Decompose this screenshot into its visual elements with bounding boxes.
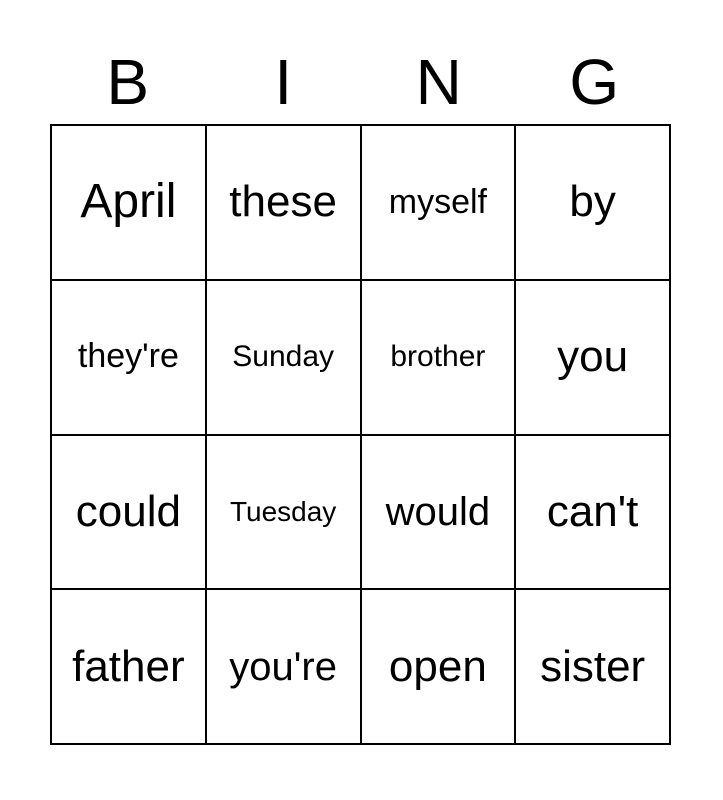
bingo-header-row — [50, 40, 672, 124]
bingo-cell[interactable] — [516, 281, 671, 436]
bingo-cell-text: you're — [229, 644, 337, 689]
bingo-cell[interactable] — [52, 126, 207, 281]
bingo-cell[interactable] — [516, 590, 671, 745]
bingo-cell[interactable] — [362, 126, 517, 281]
bingo-cell-text: you — [557, 332, 629, 382]
bingo-cell-text: by — [569, 177, 616, 227]
bingo-cell-text: they're — [77, 337, 179, 376]
bingo-header-letter-g: G — [569, 46, 620, 118]
bingo-cell-text: these — [229, 177, 337, 227]
bingo-cell[interactable] — [52, 590, 207, 745]
bingo-cell[interactable] — [207, 126, 362, 281]
bingo-cell-text: can't — [546, 486, 639, 536]
bingo-cell-text: brother — [390, 340, 486, 374]
bingo-cell[interactable] — [516, 436, 671, 591]
bingo-cell-text: myself — [388, 182, 487, 221]
bingo-cell[interactable] — [207, 436, 362, 591]
bingo-cell-text: could — [75, 486, 181, 536]
bingo-cell-text: would — [385, 489, 491, 534]
bingo-cell[interactable] — [52, 281, 207, 436]
bingo-cell[interactable] — [52, 436, 207, 591]
bingo-cell[interactable] — [362, 436, 517, 591]
bingo-cell-text: father — [72, 641, 185, 691]
bingo-cell[interactable] — [516, 126, 671, 281]
bingo-header-letter-n: N — [415, 46, 462, 118]
bingo-cell-text: Sunday — [232, 340, 334, 374]
bingo-cell[interactable] — [362, 281, 517, 436]
bingo-cell-text: open — [388, 641, 487, 691]
bingo-cell[interactable] — [207, 590, 362, 745]
bingo-header-letter-b: B — [106, 46, 150, 118]
bingo-cell-text: sister — [540, 641, 646, 691]
bingo-cell-text: April — [80, 175, 177, 229]
bingo-grid — [50, 124, 671, 745]
bingo-cell[interactable] — [362, 590, 517, 745]
bingo-cell-text: Tuesday — [229, 496, 337, 528]
bingo-cell[interactable] — [207, 281, 362, 436]
bingo-header-letter-i: I — [274, 46, 293, 118]
